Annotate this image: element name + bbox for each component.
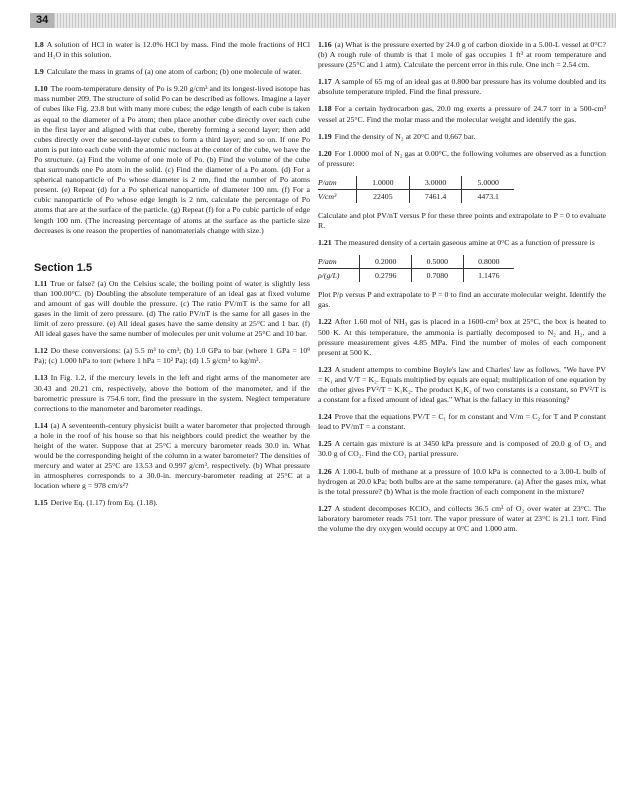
table-cell: 1.0000 — [356, 176, 409, 190]
section-heading: Section 1.5 — [34, 261, 93, 274]
table-cell: 1.1476 — [463, 269, 514, 283]
table-cell: 5.0000 — [462, 176, 514, 190]
page-number: 34 — [30, 13, 54, 28]
table-cell: 3.0000 — [409, 176, 462, 190]
problem: 1.22 After 1.60 mol of NH₃ gas is placed in a 1600-cm³ box at 25°C, the box is heated to 500 K. At this temperature, the ammonia is partially decomposed to N₂ and H₂, and a pressure measurement gives 4.85 MPa. Find the number of moles of each component present at 500 K. — [318, 317, 606, 357]
problem: 1.12 Do these conversions: (a) 5.5 m³ to cm³; (b) 1.0 GPa to bar (where 1 GPa = 10⁹ Pa); (c) 1.000 hPa to torr (where 1 hPa = 10² Pa); (d) 1.5 g/cm³ to kg/m³. — [34, 346, 310, 366]
problem: 1.15 Derive Eq. (1.17) from Eq. (1.18). — [34, 498, 158, 508]
page-header-bar — [30, 13, 616, 28]
table-cell: ρ/(g/L) — [318, 271, 340, 281]
table-row — [318, 176, 514, 190]
data-table-volume — [318, 176, 514, 203]
problem: 1.23 A student attempts to combine Boyle's law and Charles' law as follows. "We have PV = K₁ and V/T = K₂. Equals multiplied by equals are equal; multiplication of one equation by the other gives PV²/T = K₁K₂. The product K₁K₂ of two constants is a constant, so PV²/T is a constant for a fixed amount of ideal gas." What is the fallacy in this reasoning? — [318, 364, 606, 405]
problem: 1.18 For a certain hydrocarbon gas, 20.0 mg exerts a pressure of 24.7 torr in a 500-cm³ vessel at 25°C. Find the molar mass and the molecular weight and identify the gas. — [318, 104, 606, 124]
problems-left-b — [34, 279, 310, 509]
problem: 1.14 (a) A seventeenth-century physicist built a water barometer that projected through a hole in the roof of his house so that his neighbors could predict the weather by the height of the water. Suppose that at 25°C a mercury barometer reads 30.0 in. What would be the corresponding height of the column in a water barometer? The densities of mercury and water at 25°C are 13.53 and 0.997 g/cm³, respectively. (b) What pressure in atmospheres corresponds to a 30.0-in. mercury-barometer reading at 25°C at a location where g = 978 cm/s²? — [34, 420, 310, 491]
table-cell: P/atm — [318, 176, 356, 190]
table-row — [318, 189, 514, 203]
problem: 1.9 Calculate the mass in grams of (a) one atom of carbon; (b) one molecule of water. — [34, 67, 302, 77]
problem: 1.10 The room-temperature density of Po is 9.20 g/cm³ and its longest-lived isotope has mass number 209. The structure of solid Po can be described as follows. Imagine a layer of cubes like Fig. 23.8 but with many more cubes; the edge length of each cube is taken as equal to the diameter of a Po atom; then place another cube directly over each cube in the first layer and aligned with that cube, thereby forming a second layer; then add cubes directly over the second-layer cubes to form a third layer; and so on. If one Po atom is put into each cube with the atomic nucleus at the center of the cube, we have the Po structure. (a) Find the volume of one mole of Po. (b) Find the volume of the cube that surrounds one Po atom in the solid. (c) Find the diameter of a Po atom. (d) For a spherical nanoparticle of Po whose diameter is 2 nm, find the number of Po atoms present. (e) Repeat (d) for a Po spherical nanoparticle of diameter 100 nm. (f) For a cubic nanoparticle of Po whose edge length is 2 nm, calculate the percentage of Po atoms that are at the surface of the particle. (g) Repeat (f) for a Po cubic particle of edge length 100 nm. (The increasing percentage of atoms at the surface as the particle size decreases is one reason the properties of nanomaterials change with size.) — [34, 84, 310, 235]
table-cell: 0.7080 — [412, 269, 464, 283]
left-column — [34, 40, 310, 516]
problem: 1.11 True or false? (a) On the Celsius scale, the boiling point of water is slightly less than 100.00°C. (b) Doubling the absolute temperature of an ideal gas at fixed volume and amount of gas will double the pressure. (c) The ratio PV/mT is the same for all gases in the limit of zero pressure. (d) The ratio PV/nT is the same for all gases in the limit of zero pressure. (e) All ideal gases have the same density at 25°C and 1 bar. (f) All ideal gases have the same number of molecules per unit volume at 25°C and 10 bar. — [34, 278, 310, 339]
problem-continuation: Calculate and plot PV/nT versus P for these three points and extrapolate to P = 0 to evaluate R. — [318, 210, 606, 231]
problem: 1.17 A sample of 65 mg of an ideal gas at 0.800 bar pressure has its volume doubled and its absolute temperature tripled. Find the final pressure. — [318, 77, 606, 97]
data-table-density — [318, 255, 514, 282]
table-cell: 4473.1 — [462, 189, 514, 203]
table-cell: P/atm — [318, 255, 360, 269]
problem: 1.25 A certain gas mixture is at 3450 kPa pressure and is composed of 20.0 g of O₂ and 30.0 g of CO₂. Find the CO₂ partial pressure. — [318, 439, 606, 459]
problem: 1.20 For 1.0000 mol of N₂ gas at 0.00°C, the following volumes are observed as a function of pressure: — [318, 148, 606, 168]
problem: 1.16 (a) What is the pressure exerted by 24.0 g of carbon dioxide in a 5.00-L vessel at 0°C? (b) A rough rule of thumb is that 1 mole of gas occupies 1 ft³ at room temperature and pressure (25°C and 1 atm). Calculate the percent error in this rule. One inch = 2.54 cm. — [318, 40, 606, 70]
table-cell: 0.2796 — [360, 269, 412, 283]
table-cell: 7461.4 — [409, 189, 462, 203]
problem: 1.8 A solution of HCl in water is 12.0% HCl by mass. Find the mole fractions of HCl and H₂O in this solution. — [34, 40, 310, 60]
table-cell: 22405 — [356, 189, 409, 203]
problem: 1.24 Prove that the equations PV/T = C₁ for m constant and V/m = C₂ for T and P constant lead to PV/mT = a constant. — [318, 412, 606, 432]
problem: 1.19 Find the density of N₂ at 20°C and 0.667 bar. — [318, 131, 476, 141]
problems-left-a — [34, 40, 310, 236]
problem: 1.27 A student decomposes KClO₃ and collects 36.5 cm³ of O₂ over water at 23°C. The laboratory barometer reads 751 torr. The vapor pressure of water at 23°C is 21.1 torr. Find the volume the dry oxygen would occupy at 0°C and 1.000 atm. — [318, 503, 606, 533]
table-row — [318, 269, 514, 283]
table-cell: 0.5000 — [412, 255, 464, 269]
problem: 1.21 The measured density of a certain gaseous amine at 0°C as a function of pressure is — [318, 238, 595, 248]
table-cell: 0.2000 — [360, 255, 412, 269]
problem-continuation: Plot P/ρ versus P and extrapolate to P = 0 to find an accurate molecular weight. Identify the gas. — [318, 290, 606, 310]
problem: 1.13 In Fig. 1.2, if the mercury levels in the left and right arms of the manometer are 30.43 and 20.21 cm, respectively, above the bottom of the manometer, and if the barometric pressure is 754.6 torr, find the pressure in the system. Neglect temperature corrections to the manometer and barometer readings. — [34, 373, 310, 413]
right-column — [318, 40, 606, 541]
problem: 1.26 A 1.00-L bulb of methane at a pressure of 10.0 kPa is connected to a 3.00-L bulb of hydrogen at 20.0 kPa; both bulbs are at the same temperature. (a) After the gases mix, what is the total pressure? (b) What is the mole fraction of each component in the mixture? — [318, 466, 606, 496]
table-row — [318, 255, 514, 269]
table-cell: V/cm³ — [318, 191, 337, 201]
table-cell: 0.8000 — [463, 255, 514, 269]
